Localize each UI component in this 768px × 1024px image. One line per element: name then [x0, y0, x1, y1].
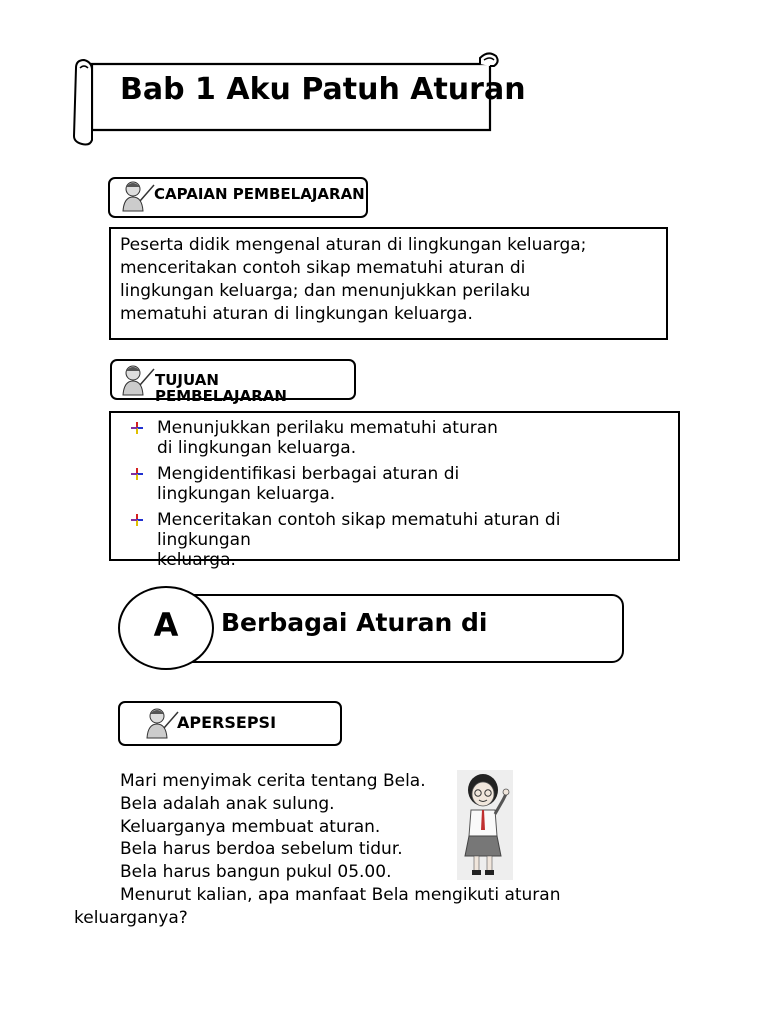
list-item: [111, 510, 671, 570]
list-item-line: Mengidentifikasi berbagai aturan di: [157, 464, 460, 484]
story-line: Bela harus bangun pukul 05.00.: [120, 862, 392, 882]
list-item: [111, 418, 671, 458]
story-line: Bela adalah anak sulung.: [120, 794, 335, 814]
sparkle-bullet-icon: [131, 468, 143, 480]
list-item-line: di lingkungan keluarga.: [157, 438, 357, 458]
story-line: Menurut kalian, apa manfaat Bela mengikuti aturan: [120, 885, 561, 905]
teacher-icon: [118, 179, 158, 213]
capaian-text-box: [109, 227, 668, 340]
story-line: Bela harus berdoa sebelum tidur.: [120, 839, 403, 859]
teacher-icon: [118, 363, 158, 397]
capaian-line: menceritakan contoh sikap mematuhi aturan di: [120, 258, 526, 278]
tujuan-label: [155, 371, 287, 405]
list-item-line: lingkungan: [157, 530, 251, 550]
capaian-label: CAPAIAN PEMBELAJARAN: [154, 185, 365, 203]
tujuan-label-line: PEMBELAJARAN: [155, 387, 287, 405]
story-line: Keluarganya membuat aturan.: [120, 817, 381, 837]
chapter-title: Bab 1 Aku Patuh Aturan: [120, 72, 526, 107]
capaian-line: Peserta didik mengenal aturan di lingkungan keluarga;: [120, 235, 587, 255]
teacher-icon: [142, 706, 182, 740]
story-line: Mari menyimak cerita tentang Bela.: [120, 771, 426, 791]
list-item-line: Menceritakan contoh sikap mematuhi aturan di: [157, 510, 561, 530]
section-letter: A: [153, 606, 179, 644]
list-item-line: lingkungan keluarga.: [157, 484, 336, 504]
section-title: Berbagai Aturan di: [221, 608, 488, 637]
capaian-line: mematuhi aturan di lingkungan keluarga.: [120, 304, 473, 324]
apersepsi-label: APERSEPSI: [177, 713, 277, 732]
list-item-line: Menunjukkan perilaku mematuhi aturan: [157, 418, 498, 438]
tujuan-label-line: TUJUAN: [155, 371, 219, 389]
tujuan-text-box: [109, 411, 680, 570]
sparkle-bullet-icon: [131, 422, 143, 434]
sparkle-bullet-icon: [131, 514, 143, 526]
girl-student-illustration: [457, 770, 513, 880]
list-item: [111, 464, 671, 504]
capaian-line: lingkungan keluarga; dan menunjukkan perilaku: [120, 281, 531, 301]
list-item-line: keluarga.: [157, 550, 236, 570]
story-line: keluarganya?: [74, 908, 188, 928]
